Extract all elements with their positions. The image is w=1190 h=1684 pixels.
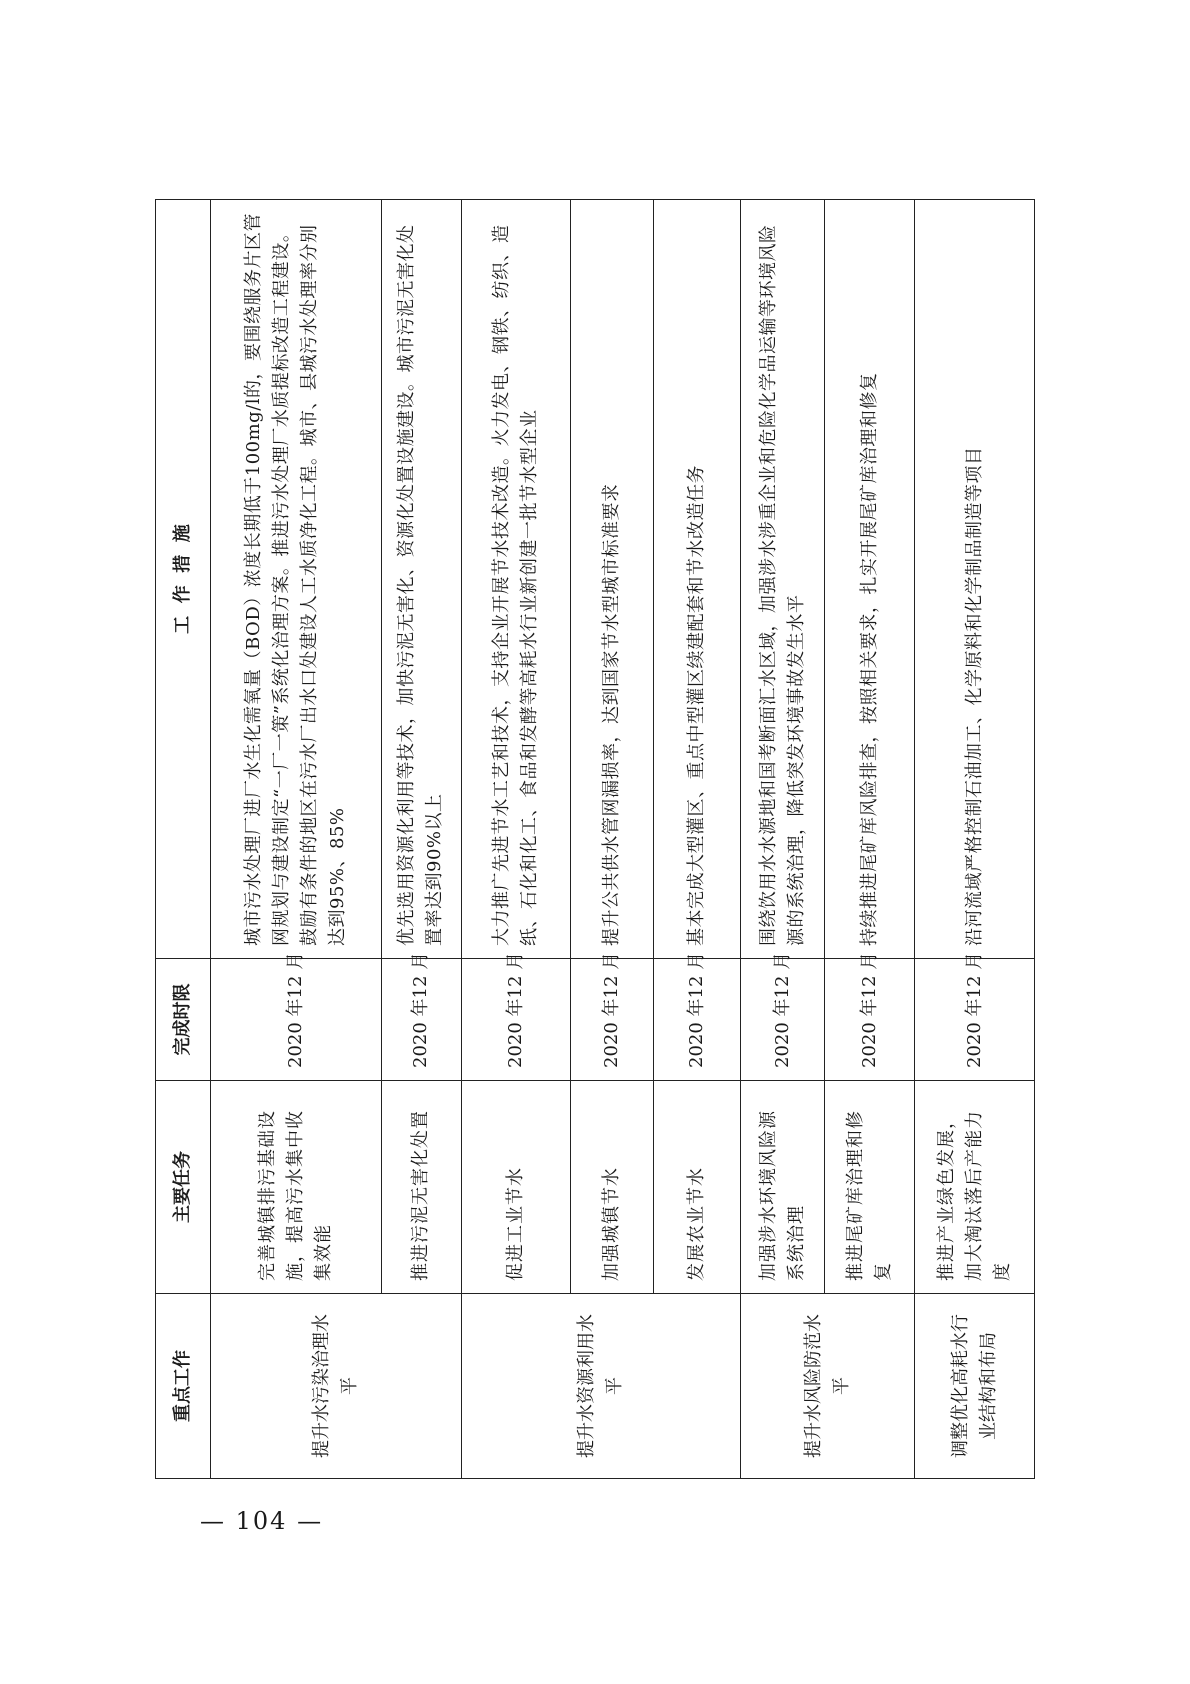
deadline-cell: 2020 年12 月 <box>461 959 570 1081</box>
deadline-cell: 2020 年12 月 <box>381 959 461 1081</box>
table-row <box>915 200 1035 1479</box>
measure-cell: 沿河流域严格控制石油加工、化学原料和化学制品制造等项目 <box>915 200 1035 959</box>
measure-cell: 大力推广先进节水工艺和技术，支持企业开展节水技术改造。火力发电、钢铁、纺织、造纸、石化和化工、食品和发酵等高耗水行业新创建一批节水型企业 <box>461 200 570 959</box>
deadline-cell: 2020 年12 月 <box>915 959 1035 1081</box>
header-focus-work: 重点工作 <box>156 1294 211 1479</box>
focus-cell: 提升水污染治理水平 <box>211 1294 462 1479</box>
task-cell: 推进产业绿色发展，加大淘汰落后产能力度 <box>915 1081 1035 1294</box>
deadline-cell: 2020 年12 月 <box>741 959 824 1081</box>
task-cell: 推进污泥无害化处置 <box>381 1081 461 1294</box>
work-measures-table <box>155 199 1035 1479</box>
measure-cell: 基本完成大型灌区、重点中型灌区续建配套和节水改造任务 <box>653 200 741 959</box>
measure-cell: 优先选用资源化利用等技术，加快污泥无害化、资源化处置设施建设。城市污泥无害化处置率达到90%以上 <box>381 200 461 959</box>
deadline-cell: 2020 年12 月 <box>653 959 741 1081</box>
measure-cell: 持续推进尾矿库风险排查，按照相关要求，扎实开展尾矿库治理和修复 <box>824 200 915 959</box>
focus-cell: 提升水风险防范水平 <box>741 1294 915 1479</box>
focus-cell: 提升水资源利用水平 <box>461 1294 741 1479</box>
table-row <box>381 200 461 1479</box>
task-cell: 促进工业节水 <box>461 1081 570 1294</box>
focus-cell: 调整优化高耗水行业结构和布局 <box>915 1294 1035 1479</box>
task-cell: 推进尾矿库治理和修复 <box>824 1081 915 1294</box>
table-header-row <box>156 200 211 1479</box>
table-row <box>824 200 915 1479</box>
measure-cell: 围绕饮用水水源地和国考断面汇水区域，加强涉水涉重企业和危险化学品运输等环境风险源的系统治理，降低突发环境事故发生水平 <box>741 200 824 959</box>
deadline-cell: 2020 年12 月 <box>211 959 382 1081</box>
task-cell: 完善城镇排污基础设施，提高污水集中收集效能 <box>211 1081 382 1294</box>
measure-cell: 城市污水处理厂进厂水生化需氧量（BOD）浓度长期低于100mg/l的，要围绕服务片区管网规划与建设制定“一厂一策”系统化治理方案。推进污水处理厂水质提标改造工程建设。鼓励有条件的地区在污水厂出水口处建设人工水质净化工程。城市、县城污水处理率分别达到95%、85% <box>211 200 382 959</box>
task-cell: 发展农业节水 <box>653 1081 741 1294</box>
header-main-task: 主要任务 <box>156 1081 211 1294</box>
deadline-cell: 2020 年12 月 <box>570 959 653 1081</box>
header-measures: 工 作 措 施 <box>156 200 211 959</box>
rotated-table-container <box>155 200 1035 1479</box>
table-row <box>741 200 824 1479</box>
task-cell: 加强城镇节水 <box>570 1081 653 1294</box>
page-number: — 104 — <box>200 1507 324 1535</box>
table-row <box>570 200 653 1479</box>
table-row <box>211 200 382 1479</box>
header-deadline: 完成时限 <box>156 959 211 1081</box>
task-cell: 加强涉水环境风险源系统治理 <box>741 1081 824 1294</box>
table-row <box>653 200 741 1479</box>
table-row <box>461 200 570 1479</box>
measure-cell: 提升公共供水管网漏损率，达到国家节水型城市标准要求 <box>570 200 653 959</box>
deadline-cell: 2020 年12 月 <box>824 959 915 1081</box>
